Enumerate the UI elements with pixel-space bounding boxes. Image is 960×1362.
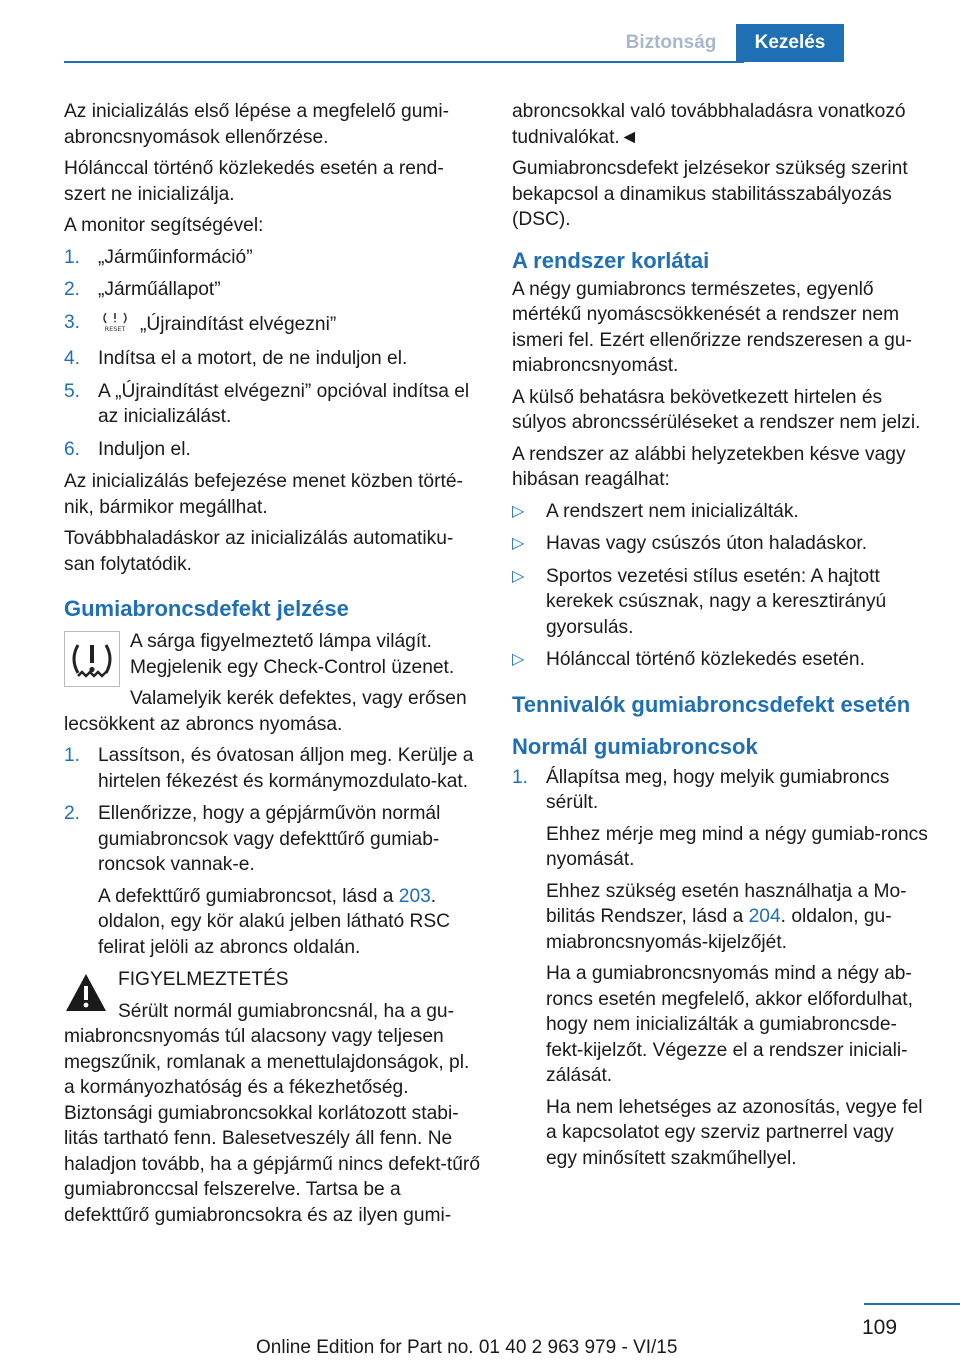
bullet-text: Havas vagy csúszós úton haladáskor.	[546, 533, 868, 554]
step-text: Lassítson, és óvatosan álljon meg. Kerülje a hirtelen fékezést és kormánymozdulato-kat.	[98, 745, 474, 792]
text: A defekttűrő gumiabroncsot, lásd a	[98, 885, 399, 907]
step-text: „Járműállapot”	[98, 279, 221, 300]
warning-title: FIGYELMEZTETÉS	[118, 969, 289, 990]
step-subtext: Ha a gumiabroncsnyomás mind a négy ab-roncs esetén megfelelő, akkor előfordulhat, hogy nem inicializálták a gumiabroncsde-fekt-kijelzőt. Végezze el a rendszer iniciali-zálását.	[546, 963, 913, 1086]
section-heading: A rendszer korlátai	[512, 247, 710, 273]
header-rule	[64, 61, 744, 63]
paragraph: Az inicializálás első lépése a megfelelő gumi-abroncsnyomások ellenőrzése.	[64, 101, 450, 148]
list-item	[64, 743, 484, 794]
list-item	[512, 499, 928, 525]
page-number: 109	[862, 1316, 898, 1339]
tire-warning-icon	[64, 631, 120, 687]
footer-rule	[864, 1303, 960, 1305]
step-number: 2.	[64, 803, 81, 824]
header-tab-biztonsag[interactable]: Biztonság	[625, 32, 717, 53]
paragraph: abroncsokkal való továbbhaladásra vonatkozó tudnivalókat.◄	[512, 101, 906, 148]
step-number: 1.	[64, 246, 81, 268]
text: . oldalon, egy kör alakú jelben látható RSC felirat jelöli az abroncs oldalán.	[98, 885, 450, 958]
step-number: 2.	[64, 279, 81, 300]
limits-list	[512, 499, 928, 673]
section-heading: Gumiabroncsdefekt jelzése	[64, 596, 349, 621]
paragraph: Hólánccal történő közlekedés esetén a rend-szert ne inicializálja.	[64, 158, 444, 205]
paragraph: Gumiabroncsdefekt jelzésekor szükség szerint bekapcsol a dinamikus stabilitásszabályozás (DSC).	[512, 158, 908, 230]
paragraph: Az inicializálás befejezése menet közben törté-nik, bármikor megállhat.	[64, 471, 463, 518]
list-item	[64, 801, 484, 960]
step-subtext: Ha nem lehetséges az azonosítás, vegye fel a kapcsolatot egy szerviz partnerrel vagy egy minősített szakműhellyel.	[546, 1096, 923, 1169]
edition-footer: Online Edition for Part no. 01 40 2 963 979 - VI/15	[256, 1337, 678, 1358]
bullet-triangle-icon: ▷	[512, 651, 525, 668]
header-tab-kezeles[interactable]: Kezelés	[736, 24, 844, 62]
section-heading: Tennivalók gumiabroncsdefekt esetén	[512, 691, 911, 717]
bullet-text: A rendszert nem inicializálták.	[546, 500, 799, 522]
step-number: 1.	[64, 745, 81, 766]
step-number: 3.	[64, 311, 81, 333]
paragraph: A monitor segítségével:	[64, 215, 264, 236]
step-text: „Újraindítást elvégezni”	[140, 313, 337, 335]
step-number: 1.	[512, 766, 529, 788]
list-item	[512, 765, 928, 1172]
svg-text:RESET: RESET	[104, 324, 126, 332]
list-item	[64, 310, 484, 340]
list-item	[64, 245, 484, 271]
list-item	[64, 346, 484, 372]
paragraph: A külső behatásra bekövetkezett hirtelen és súlyos abroncssérüléseket a rendszer nem jelzi.	[512, 386, 921, 433]
normal-tire-steps	[512, 765, 928, 1172]
page-link-204[interactable]: 204	[748, 906, 781, 927]
paragraph: A négy gumiabroncs természetes, egyenlő mértékű nyomáscsökkenését a rendszer nem ismeri fel. Ezért ellenőrizze rendszeresen a gu-miabroncsnyomást.	[512, 278, 912, 376]
bullet-text: Hólánccal történő közlekedés esetén.	[546, 649, 865, 670]
bullet-triangle-icon: ▷	[512, 567, 525, 585]
list-item	[64, 379, 484, 430]
warning-triangle-icon	[64, 971, 108, 1015]
subsection-heading: Normál gumiabroncsok	[512, 733, 758, 759]
page-link-203[interactable]: 203	[398, 885, 431, 907]
step-subtext: Ehhez mérje meg mind a négy gumiab-roncs nyomását.	[546, 823, 928, 870]
tire-reset-icon	[98, 310, 132, 340]
step-number: 5.	[64, 380, 81, 402]
paragraph: A rendszer az alábbi helyzetekben késve vagy hibásan reagálhat:	[512, 443, 906, 490]
paragraph: Továbbhaladáskor az inicializálás automatiku-san folytatódik.	[64, 528, 454, 575]
text: Ehhez szükség esetén használhatja a Mo-bilitás Rendszer, lásd a	[546, 880, 907, 927]
left-column	[64, 99, 484, 1234]
monitor-steps	[64, 245, 484, 463]
paragraph: A sárga figyelmeztető lámpa világít. Megjelenik egy Check-Control üzenet.	[130, 631, 455, 678]
step-text: „Járműinformáció”	[98, 246, 253, 268]
list-item	[512, 531, 928, 557]
bullet-text: Sportos vezetési stílus esetén: A hajtott kerekek csúsznak, nagy a keresztirányú gyorsulás.	[546, 565, 887, 638]
step-number: 4.	[64, 348, 81, 369]
defect-steps	[64, 743, 484, 960]
step-text: Induljon el.	[98, 438, 191, 460]
paragraph: Valamelyik kerék defektes, vagy erősen lecsökkent az abroncs nyomása.	[64, 688, 467, 735]
step-text: Állapítsa meg, hogy melyik gumiabroncs sérült.	[546, 766, 890, 813]
warning-text: Sérült normál gumiabroncsnál, ha a gu-miabroncsnyomás túl alacsony vagy teljesen megszűnik, romlanak a menettulajdonságok, pl. a kormányozhatóság és a fékezhetőség. Biztonsági gumiabroncsokkal korlátozott stabi-litás tartható fenn. Balesetveszély áll fenn. Ne haladjon tovább, ha a gépjármű nincs defekt-tűrő gumiabronccsal felszerelve. Tartsa be a defekttűrő gumiabroncsokra és az ilyen gumi-	[64, 1000, 480, 1226]
step-number: 6.	[64, 438, 81, 460]
list-item	[512, 564, 928, 641]
step-text: Indítsa el a motort, de ne induljon el.	[98, 348, 408, 369]
list-item	[64, 437, 484, 463]
text: . oldalon, gu-miabroncsnyomás-kijelzőjét.	[546, 906, 892, 953]
step-text: A „Újraindítást elvégezni” opcióval indítsa el az inicializálást.	[98, 380, 470, 427]
bullet-triangle-icon: ▷	[512, 502, 525, 520]
right-column	[512, 99, 928, 1178]
list-item	[64, 277, 484, 303]
bullet-triangle-icon: ▷	[512, 535, 525, 552]
list-item	[512, 647, 928, 673]
step-subtext	[98, 884, 484, 961]
step-text: Ellenőrizze, hogy a gépjárművön normál gumiabroncsok vagy defekttűrő gumiab-roncsok vannak-e.	[98, 803, 441, 875]
step-subtext	[546, 879, 928, 956]
